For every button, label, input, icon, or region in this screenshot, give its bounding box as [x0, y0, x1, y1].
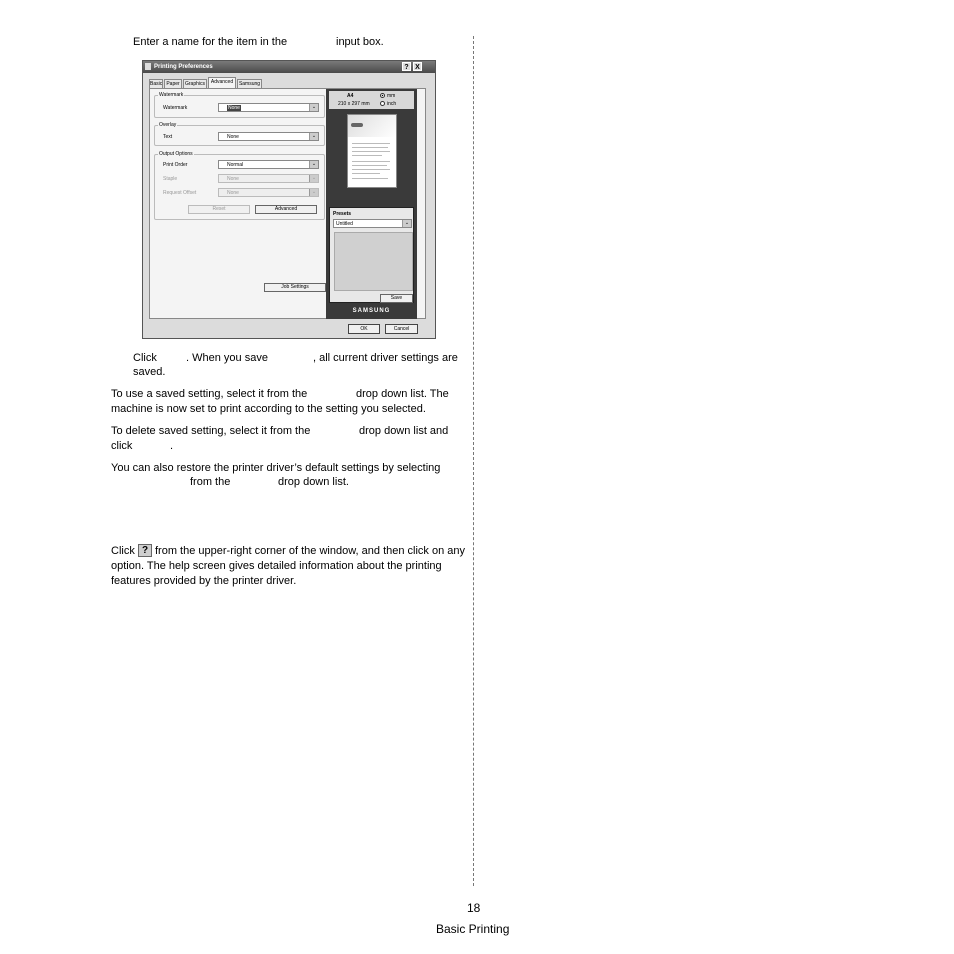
chevron-down-icon: ⌄	[309, 104, 318, 111]
click-save-part4: saved.	[133, 366, 166, 378]
presets-label: Presets	[333, 211, 352, 217]
delete-part3: click	[111, 440, 133, 452]
samsung-brand-logo: SAMSUNG	[352, 308, 391, 314]
request-offset-label: Request Offset	[163, 190, 197, 196]
overlay-select[interactable]	[218, 132, 319, 141]
delete-part4: .	[170, 440, 174, 452]
job-settings-button[interactable]: Job Settings	[264, 283, 326, 292]
use-saved-part3: machine is now set to print according to the setting you selected.	[111, 403, 426, 415]
help-part3: option. The help screen gives detailed information about the printing	[111, 560, 442, 572]
unit-mm-radio[interactable]	[380, 93, 385, 98]
reset-button: Reset	[188, 205, 250, 214]
paper-size: A4	[347, 93, 354, 99]
chevron-down-icon: ⌄	[402, 220, 411, 227]
restore-part1: You can also restore the printer driver’s default settings by selecting	[111, 462, 441, 474]
click-save-part3: , all current driver settings are	[313, 352, 458, 364]
presets-select[interactable]	[333, 219, 412, 228]
instruction-enter-name-tail: input box.	[336, 36, 384, 48]
print-order-value: Normal	[227, 162, 244, 168]
request-offset-value: None	[227, 190, 239, 196]
print-order-select[interactable]	[218, 160, 319, 169]
staple-label: Staple	[163, 176, 178, 182]
section-title: Basic Printing	[436, 922, 510, 936]
restore-part3: drop down list.	[278, 476, 349, 488]
click-save-part2: . When you save	[186, 352, 268, 364]
presets-save-button[interactable]: Save	[380, 294, 413, 303]
watermark-group	[154, 92, 325, 118]
staple-select	[218, 174, 319, 183]
preview-pane	[326, 89, 417, 319]
use-saved-part2: drop down list. The	[356, 388, 449, 400]
close-button[interactable]: X	[413, 62, 422, 71]
chevron-down-icon: ⌄	[309, 189, 318, 196]
tab-graphics[interactable]: Graphics	[184, 81, 205, 87]
overlay-value: None	[227, 134, 239, 140]
presets-box	[329, 207, 414, 303]
restore-part2: from the	[190, 476, 231, 488]
page-preview	[347, 114, 397, 188]
instruction-enter-name: Enter a name for the item in the	[133, 36, 288, 48]
chevron-down-icon: ⌄	[309, 175, 318, 182]
cancel-button[interactable]: Cancel	[385, 324, 418, 334]
presets-list[interactable]	[334, 232, 413, 291]
tab-basic[interactable]: Basic	[150, 81, 163, 87]
help-part1: Click	[111, 545, 135, 557]
help-question-icon: ?	[138, 544, 152, 557]
dialog-title: Printing Preferences	[154, 64, 213, 70]
printer-icon	[145, 63, 151, 70]
unit-inch-radio[interactable]	[380, 101, 385, 106]
presets-value: Untitled	[336, 221, 353, 227]
tab-advanced[interactable]: Advanced	[208, 77, 236, 88]
watermark-group-label: Watermark	[159, 92, 184, 98]
paper-info	[329, 91, 414, 109]
output-options-group	[154, 151, 325, 220]
unit-mm-label: mm	[387, 93, 396, 99]
watermark-select[interactable]	[218, 103, 319, 112]
ok-button[interactable]: OK	[348, 324, 380, 334]
overlay-group-label: Overlay	[159, 122, 177, 128]
print-order-label: Print Order	[163, 162, 188, 168]
unit-inch-label: inch	[387, 101, 397, 107]
delete-part2: drop down list and	[359, 425, 449, 437]
output-options-label: Output Options	[159, 151, 193, 157]
help-button[interactable]: ?	[402, 62, 411, 71]
overlay-group	[154, 122, 325, 146]
paper-dimensions: 210 x 297 mm	[338, 101, 370, 107]
click-save-part1: Click	[133, 352, 157, 364]
use-saved-part1: To use a saved setting, select it from the	[111, 388, 308, 400]
tab-paper[interactable]: Paper	[164, 79, 182, 88]
staple-value: None	[227, 176, 239, 182]
delete-part1: To delete saved setting, select it from the	[111, 425, 311, 437]
samsung-logo-icon	[351, 123, 363, 127]
tab-samsung[interactable]: Samsung	[238, 81, 261, 87]
printing-preferences-dialog	[142, 60, 436, 339]
advanced-button[interactable]: Advanced	[255, 205, 317, 214]
help-part4: features provided by the printer driver.	[111, 575, 297, 587]
request-offset-select	[218, 188, 319, 197]
help-part2: from the upper-right corner of the window, and then click on any	[155, 545, 466, 557]
page-number: 18	[467, 901, 481, 915]
watermark-value: None	[228, 105, 240, 111]
watermark-label: Watermark	[163, 105, 188, 111]
column-divider	[473, 36, 474, 886]
chevron-down-icon: ⌄	[309, 161, 318, 168]
dialog-titlebar	[143, 61, 435, 73]
chevron-down-icon: ⌄	[309, 133, 318, 140]
overlay-text-label: Text	[163, 134, 173, 140]
